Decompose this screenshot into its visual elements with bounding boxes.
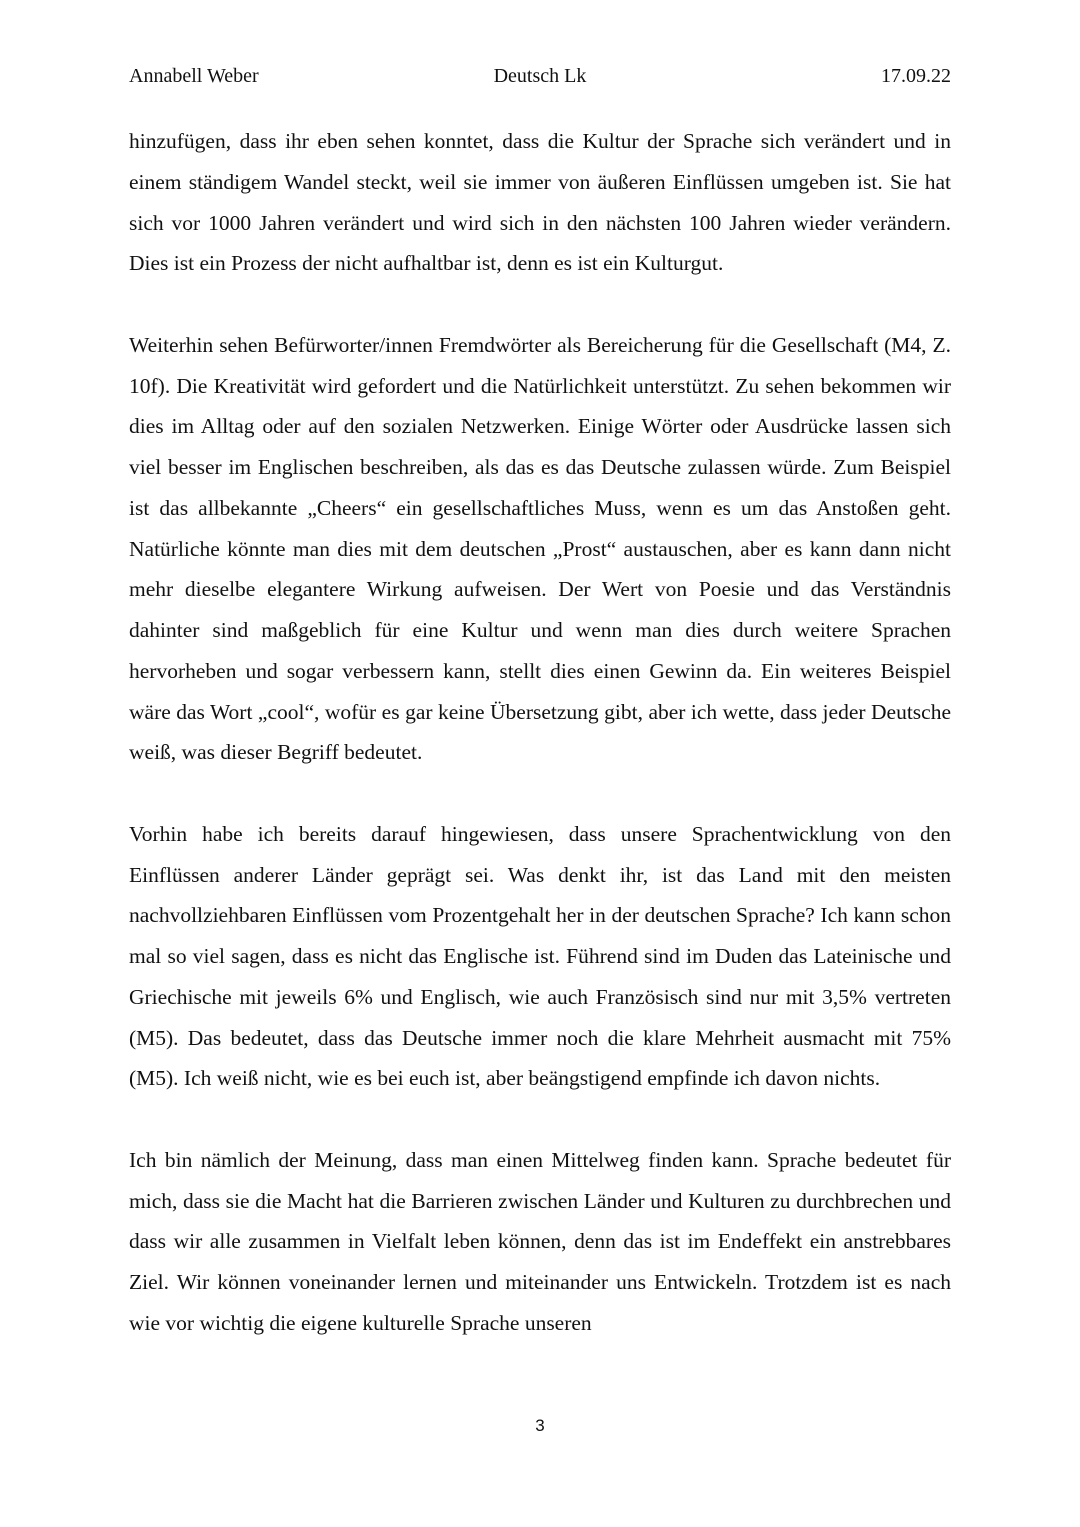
paragraph-foreign-words-enrichment: Weiterhin sehen Befürworter/innen Fremdwörter als Bereicherung für die Gesellschaft (M4, Z. 10f). Die Kreativität wird gefordert und die Natürlichkeit unterstützt. Zu sehen bekommen wir dies im Alltag oder auf den sozialen Netzwerken. Einige Wörter oder Ausdrücke lassen sich viel besser im Englischen beschreiben, als das es das Deutsche zulassen würde. Zum Beispiel ist das allbekannte „Cheers“ ein gesellschaftliches Muss, wenn es um das Anstoßen geht. Natürliche könnte man dies mit dem deutschen „Prost“ austauschen, aber es kann dann nicht mehr dieselbe elegantere Wirkung aufweisen. Der Wert von Poesie und das Verständnis dahinter sind maßgeblich für eine Kultur und wenn man dies durch weitere Sprachen hervorheben und sogar verbessern kann, stellt dies einen Gewinn da. Ein weiteres Beispiel wäre das Wort „cool“, wofür es gar keine Übersetzung gibt, aber ich wette, dass jeder Deutsche weiß, was dieser Begriff bedeutet.: [129, 332, 951, 765]
header-course: Deutsch Lk: [493, 65, 587, 87]
header-author: Annabell Weber: [129, 65, 259, 87]
paragraph-middle-way-opinion: Ich bin nämlich der Meinung, dass man einen Mittelweg finden kann. Sprache bedeutet für mich, dass sie die Macht hat die Barrieren zwischen Länder und Kulturen zu durchbrechen und dass wir alle zusammen in Vielfalt leben können, denn das ist im Endeffekt ein anstrebbares Ziel. Wir können voneinander lernen und miteinander uns Entwickeln. Trotzdem ist es nach wie vor wichtig die eigene kulturelle Sprache unseren: [129, 1147, 951, 1335]
document-body: [129, 121, 951, 1344]
paragraph-continuation: hinzufügen, dass ihr eben sehen konntet, dass die Kultur der Sprache sich verändert und in einem ständigem Wandel steckt, weil sie immer von äußeren Einflüssen umgeben ist. Sie hat sich vor 1000 Jahren verändert und wird sich in den nächsten 100 Jahren wieder verändern. Dies ist ein Prozess der nicht aufhaltbar ist, denn es ist ein Kulturgut.: [129, 129, 951, 276]
header-date: 17.09.22: [881, 65, 951, 87]
paragraph-language-influences: Vorhin habe ich bereits darauf hingewiesen, dass unsere Sprachentwicklung von den Einflüssen anderer Länder geprägt sei. Was denkt ihr, ist das Land mit den meisten nachvollziehbaren Einflüssen vom Prozentgehalt her in der deutschen Sprache? Ich kann schon mal so viel sagen, dass es nicht das Englische ist. Führend sind im Duden das Lateinische und Griechische mit jeweils 6% und Englisch, wie auch Französisch sind nur mit 3,5% vertreten (M5). Das bedeutet, dass das Deutsche immer noch die klare Mehrheit ausmacht mit 75% (M5). Ich weiß nicht, wie es bei euch ist, aber beängstigend empfinde ich davon nichts.: [129, 821, 951, 1091]
page-header: [129, 63, 951, 89]
page-number: 3: [535, 1416, 545, 1435]
